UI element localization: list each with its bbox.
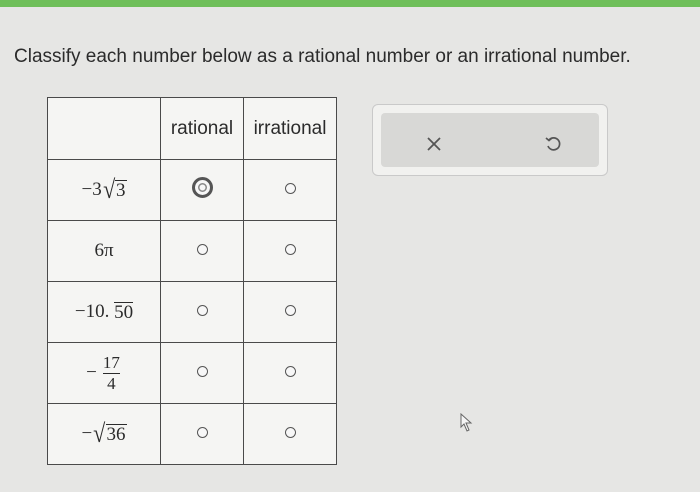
minus-sign: − — [86, 362, 97, 383]
irrational-radio[interactable] — [285, 244, 296, 255]
denominator: 4 — [103, 373, 120, 394]
number-repeating-decimal — [75, 301, 133, 323]
minus-sign: − — [81, 423, 93, 444]
irrational-cell[interactable] — [244, 404, 337, 465]
undo-icon — [544, 135, 562, 153]
table-header-row — [48, 98, 337, 160]
rational-radio[interactable] — [197, 366, 208, 377]
table-row — [48, 160, 337, 221]
rational-cell[interactable] — [161, 343, 244, 404]
rational-radio[interactable] — [197, 305, 208, 316]
minus-sign: − — [74, 301, 86, 322]
header-blank-cell — [48, 98, 161, 160]
irrational-radio[interactable] — [285, 366, 296, 377]
undo-button[interactable] — [538, 129, 568, 159]
fraction — [101, 353, 122, 394]
radical — [102, 175, 127, 204]
rational-cell[interactable] — [161, 221, 244, 282]
action-panel-inner — [381, 113, 599, 167]
close-icon — [426, 136, 442, 152]
coefficient: 3 — [92, 179, 102, 200]
row-label — [48, 160, 161, 221]
radicand: 36 — [106, 424, 126, 445]
irrational-cell[interactable] — [244, 221, 337, 282]
number-fraction — [86, 353, 122, 394]
number-neg-3-root-3 — [81, 175, 127, 204]
table-row — [48, 282, 337, 343]
number-6-pi: 6π — [94, 240, 114, 261]
row-label — [48, 404, 161, 465]
minus-sign: − — [81, 179, 93, 200]
table-row — [48, 343, 337, 404]
irrational-radio[interactable] — [285, 427, 296, 438]
action-panel — [372, 104, 608, 176]
row-label — [48, 282, 161, 343]
question-text: Classify each number below as a rational number or an irrational number. — [14, 46, 631, 67]
header-rational: rational — [161, 98, 244, 160]
row-label — [48, 221, 161, 282]
rational-cell[interactable] — [161, 160, 244, 221]
row-label — [48, 343, 161, 404]
numerator: 17 — [102, 352, 120, 372]
irrational-radio[interactable] — [285, 183, 296, 194]
table-row — [48, 404, 337, 465]
rational-cell[interactable] — [161, 404, 244, 465]
irrational-cell[interactable] — [244, 343, 337, 404]
rational-cell[interactable] — [161, 282, 244, 343]
irrational-radio[interactable] — [285, 305, 296, 316]
table-row — [48, 221, 337, 282]
header-irrational: irrational — [244, 98, 337, 160]
mouse-pointer-icon — [459, 413, 475, 433]
radical-sign-icon: √ — [102, 175, 115, 204]
top-accent-bar — [0, 0, 700, 7]
repeating-digits: 50 — [114, 301, 134, 323]
radical-sign-icon: √ — [93, 419, 106, 448]
irrational-cell[interactable] — [244, 160, 337, 221]
irrational-cell[interactable] — [244, 282, 337, 343]
classification-table — [47, 97, 337, 465]
radicand: 3 — [116, 180, 126, 201]
clear-button[interactable] — [419, 129, 449, 159]
number-neg-root-36 — [81, 419, 127, 448]
whole-part: 10. — [85, 301, 110, 322]
radical — [92, 419, 126, 448]
rational-radio[interactable] — [197, 244, 208, 255]
rational-radio[interactable] — [197, 427, 208, 438]
rational-radio[interactable] — [192, 177, 213, 198]
